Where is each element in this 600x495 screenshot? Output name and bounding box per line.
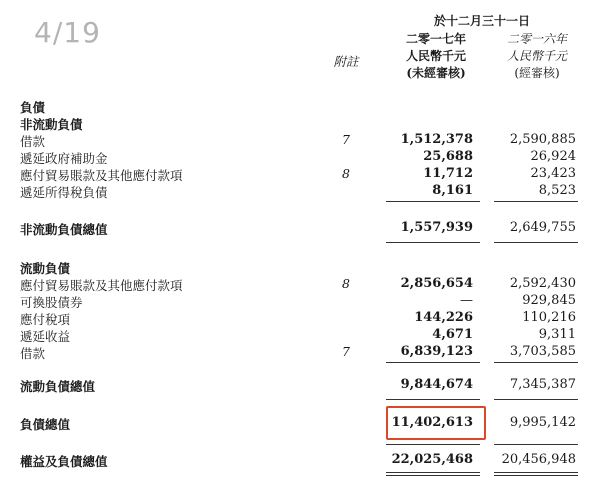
row-value-2017: 4,671 — [432, 327, 473, 342]
double-rule-2016-a — [494, 472, 578, 473]
row-value-2017: — — [460, 293, 473, 308]
row-label: 負債總值 — [20, 417, 71, 432]
row-value-2017: 22,025,468 — [391, 452, 473, 467]
row-value-2017: 9,844,674 — [400, 377, 473, 392]
total-rule-2017 — [386, 444, 480, 445]
row-value-2017: 11,712 — [423, 166, 473, 181]
section-noncurrent-title: 非流動負債 — [20, 117, 83, 132]
col-2016-unit: 人民幣千元 — [506, 49, 567, 63]
subtotal-rule-2016 — [494, 362, 578, 363]
row-label: 借款 — [20, 134, 46, 149]
col-2017-year: 二零一七年 — [405, 32, 466, 46]
subtotal-rule-2016 — [494, 201, 578, 202]
col-2016-status: (經審核) — [514, 66, 560, 80]
period-header: 於十二月三十一日 — [433, 14, 530, 28]
row-label: 應付貿易賬款及其他應付款項 — [20, 278, 183, 293]
row-label: 遞延所得稅負債 — [20, 185, 108, 200]
total-rule-2016 — [494, 399, 578, 400]
double-rule-2017-a — [386, 472, 480, 473]
total-rule-2017 — [386, 242, 480, 243]
row-label: 遞延收益 — [20, 329, 71, 344]
row-value-2016: 2,590,885 — [509, 132, 576, 147]
page-number: 4/19 — [34, 16, 101, 49]
col-2017-status: (未經審核) — [406, 66, 466, 80]
row-value-2016: 8,523 — [538, 183, 576, 198]
total-rule-2016 — [494, 444, 578, 445]
total-rule-2016 — [494, 242, 578, 243]
row-value-2016: 9,311 — [538, 327, 576, 342]
row-value-2017: 6,839,123 — [400, 344, 473, 359]
col-2017-unit: 人民幣千元 — [405, 49, 466, 63]
row-value-2016: 20,456,948 — [501, 452, 576, 467]
row-value-2016: 929,845 — [522, 293, 576, 308]
subtotal-rule-2017 — [386, 362, 480, 363]
row-value-2017: 25,688 — [423, 149, 473, 164]
row-value-2016: 2,649,755 — [509, 220, 576, 235]
row-label: 權益及負債總值 — [20, 454, 108, 469]
double-rule-2016-b — [494, 475, 578, 476]
row-value-2017: 8,161 — [432, 183, 473, 198]
row-value-2016: 26,924 — [530, 149, 576, 164]
highlight-box — [386, 406, 486, 440]
row-note: 8 — [342, 276, 350, 291]
double-rule-2017-b — [386, 475, 480, 476]
row-label: 流動負債總值 — [20, 379, 96, 394]
row-value-2017: 1,557,939 — [400, 220, 473, 235]
row-value-2017: 2,856,654 — [400, 276, 473, 291]
col-2016-year: 二零一六年 — [506, 32, 567, 46]
row-value-2016: 110,216 — [522, 310, 576, 325]
row-label: 遞延政府補助金 — [20, 151, 108, 166]
row-label: 應付稅項 — [20, 312, 71, 327]
section-current-title: 流動負債 — [20, 261, 71, 276]
row-value-2016: 9,995,142 — [509, 415, 576, 430]
row-value-2016: 7,345,387 — [509, 377, 576, 392]
row-value-2017: 144,226 — [414, 310, 473, 325]
total-rule-2017 — [386, 399, 480, 400]
row-value-2016: 2,592,430 — [509, 276, 576, 291]
row-value-2016: 23,423 — [530, 166, 576, 181]
row-note: 7 — [342, 132, 350, 147]
row-note: 7 — [342, 344, 350, 359]
note-column-header: 附註 — [333, 54, 359, 69]
row-label: 借款 — [20, 346, 46, 361]
row-label: 可換股債券 — [20, 295, 83, 310]
row-label: 非流動負債總值 — [20, 222, 108, 237]
row-label: 應付貿易賬款及其他應付款項 — [20, 168, 183, 183]
subtotal-rule-2017 — [386, 201, 480, 202]
section-liabilities-title: 負債 — [20, 100, 46, 115]
row-value-2016: 3,703,585 — [509, 344, 576, 359]
row-value-2017: 1,512,378 — [400, 132, 473, 147]
row-value-2017: 11,402,613 — [391, 415, 473, 430]
row-note: 8 — [342, 166, 350, 181]
